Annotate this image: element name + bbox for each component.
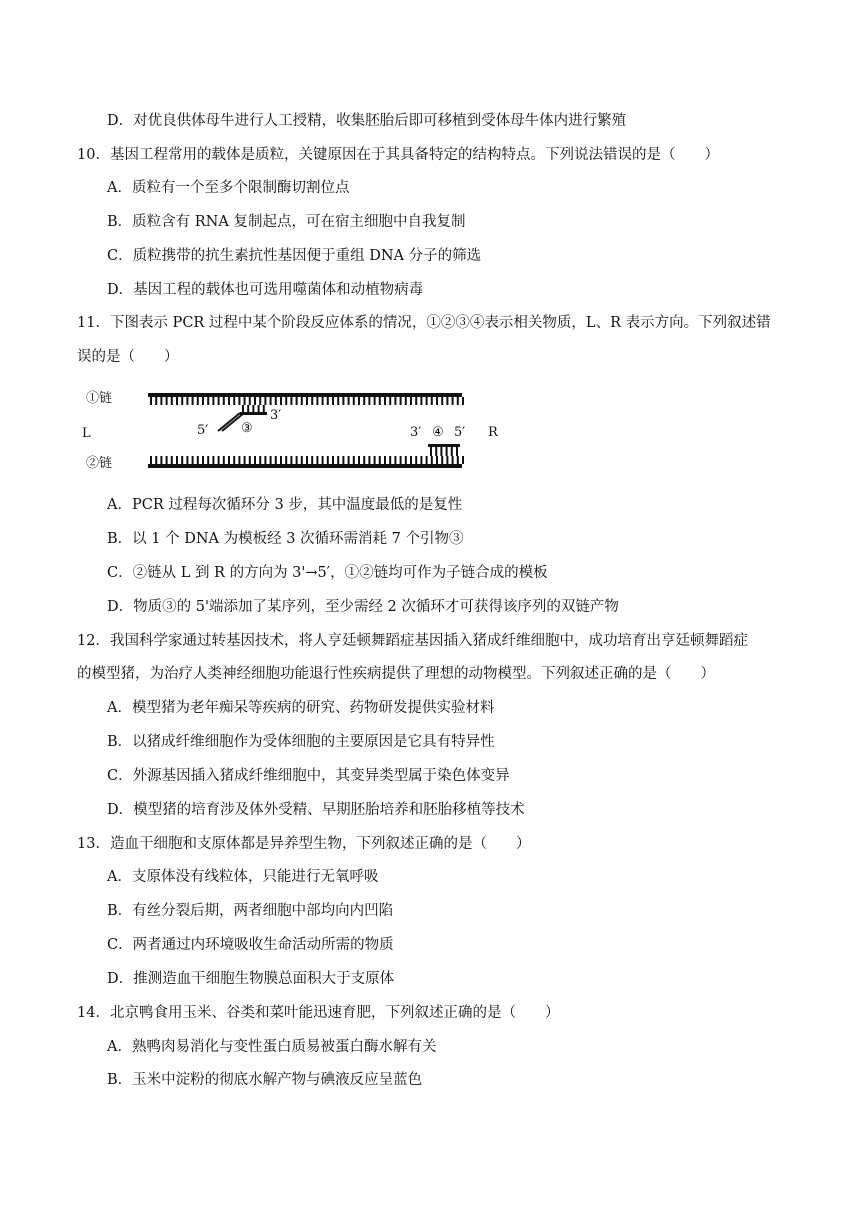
q12-option-a: A．模型猪为老年痴呆等疾病的研究、药物研发提供实验材料 [107,700,495,716]
chain2-base [441,456,443,464]
chain1-base [176,397,178,405]
chain2-backbone [148,464,462,468]
chain2-base [285,456,287,464]
chain1-base [462,397,464,405]
chain2-base [166,456,168,464]
primer3-5prime-label: 5′ [197,423,209,438]
chain1-strand [148,393,464,405]
q10-option-d: D．基因工程的载体也可选用噬菌体和动植物病毒 [107,282,424,298]
chain1-base [197,397,199,405]
chain1-base [405,397,407,405]
chain1-base [244,397,246,405]
chain2-base [186,456,188,464]
chain1-base [280,397,282,405]
q11-stem-line2: 误的是（ ） [77,349,179,365]
chain2-base [238,456,240,464]
primer4-base [456,447,458,456]
q12-option-d: D．模型猪的培育涉及体外受精、早期胚胎培养和胚胎移植等技术 [107,802,525,818]
chain2-base [426,456,428,464]
chain1-base [249,397,251,405]
chain1-base [337,397,339,405]
chain2-base [410,456,412,464]
primer3-base [247,405,249,412]
chain2-base [374,456,376,464]
chain1-base [212,397,214,405]
chain2-base [270,456,272,464]
chain2-base [436,456,438,464]
chain2-base [207,456,209,464]
chain2-base [290,456,292,464]
chain2-base [457,456,459,464]
primer4-3prime-label: 3′ [410,425,422,440]
chain2-base [244,456,246,464]
chain1-base [207,397,209,405]
chain2-base [301,456,303,464]
chain2-base [264,456,266,464]
chain2-base [431,456,433,464]
chain1-base [296,397,298,405]
q12-stem-line2: 的模型猪，为治疗人类神经细胞功能退行性疾病提供了理想的动物模型。下列叙述正确的是（ ） [77,666,715,682]
chain2-base [415,456,417,464]
chain1-base [311,397,313,405]
chain2-strand [148,456,464,468]
primer3-label: ③ [241,421,253,436]
chain1-base [150,397,152,405]
chain1-base [400,397,402,405]
chain2-base [389,456,391,464]
chain1-base [394,397,396,405]
chain1-base [358,397,360,405]
q12-option-c: C．外源基因插入猪成纤维细胞中，其变异类型属于染色体变异 [107,768,510,784]
chain2-base [462,456,464,464]
chain1-base [233,397,235,405]
chain2-base [296,456,298,464]
chain2-base [348,456,350,464]
chain1-base [160,397,162,405]
chain2-base [218,456,220,464]
q13-stem: 13．造血干细胞和支原体都是异养型生物，下列叙述正确的是（ ） [77,836,531,852]
primer3-base [242,405,244,412]
q14-option-b: B．玉米中淀粉的彻底水解产物与碘液反应呈蓝色 [107,1072,423,1088]
q11-option-a: A．PCR 过程每次循环分 3 步，其中温度最低的是复性 [107,497,463,513]
left-direction-label: L [82,426,91,441]
chain1-base [322,397,324,405]
chain1-backbone [148,393,462,397]
chain1-base [353,397,355,405]
chain1-base [186,397,188,405]
chain2-base [150,456,152,464]
chain2-base [233,456,235,464]
chain2-base [192,456,194,464]
chain1-base [316,397,318,405]
chain1-base [384,397,386,405]
chain2-base [176,456,178,464]
chain1-base [436,397,438,405]
chain2-base [420,456,422,464]
chain1-base [166,397,168,405]
pcr-diagram [80,385,500,477]
chain2-base [249,456,251,464]
chain2-base [181,456,183,464]
q11-option-b: B．以 1 个 DNA 为模板经 3 次循环需消耗 7 个引物③ [107,531,464,547]
chain2-base [259,456,261,464]
chain1-base [306,397,308,405]
primer4-label: ④ [432,425,444,440]
chain1-base [379,397,381,405]
chain1-base [332,397,334,405]
chain1-base [181,397,183,405]
q11-option-d: D．物质③的 5'端添加了某序列，至少需经 2 次循环才可获得该序列的双链产物 [107,599,619,615]
q10-option-c: C．质粒携带的抗生素抗性基因便于重组 DNA 分子的筛选 [107,248,482,264]
chain1-base [202,397,204,405]
chain1-base [275,397,277,405]
chain2-base [311,456,313,464]
chain2-base [228,456,230,464]
chain2-base [327,456,329,464]
chain1-base [228,397,230,405]
chain2-base [155,456,157,464]
chain2-base [400,456,402,464]
q10-stem: 10．基因工程常用的载体是质粒，关键原因在于其具备特定的结构特点。下列说法错误的是（ ） [77,147,719,163]
chain1-base [348,397,350,405]
chain1-base [238,397,240,405]
chain1-base [363,397,365,405]
chain1-base [254,397,256,405]
q13-option-b: B．有丝分裂后期，两者细胞中部均向内凹陷 [107,903,394,919]
chain2-base [223,456,225,464]
chain2-base [394,456,396,464]
chain2-base [452,456,454,464]
chain2-base [322,456,324,464]
primer3-tail [218,413,240,431]
primer3-base [263,405,265,412]
q14-stem: 14．北京鸭食用玉米、谷类和菜叶能迅速育肥，下列叙述正确的是（ ） [77,1005,560,1021]
chain2-base [280,456,282,464]
chain1-base [446,397,448,405]
chain1-base [155,397,157,405]
q11-option-c: C．②链从 L 到 R 的方向为 3'→5′，①②链均可作为子链合成的模板 [107,565,548,581]
chain2-base [212,456,214,464]
primer4-base [440,447,442,456]
chain1-base [431,397,433,405]
q11-stem-line1: 11．下图表示 PCR 过程中某个阶段反应体系的情况，①②③④表示相关物质，L、R 表示方向。下列叙述错 [77,315,771,331]
chain2-base [342,456,344,464]
chain1-base [327,397,329,405]
chain1-base [259,397,261,405]
chain1-base [290,397,292,405]
chain1-base [441,397,443,405]
chain1-base [389,397,391,405]
chain1-base [368,397,370,405]
q14-option-a: A．熟鸭肉易消化与变性蛋白质易被蛋白酶水解有关 [107,1039,437,1055]
chain2-label: ②链 [86,456,113,471]
chain1-base [415,397,417,405]
chain2-base [254,456,256,464]
primer4-backbone [428,444,460,447]
chain1-base [285,397,287,405]
chain2-base [160,456,162,464]
chain1-base [171,397,173,405]
q12-stem-line1: 12．我国科学家通过转基因技术，将人亨廷顿舞蹈症基因插入猪成纤维细胞中，成功培育出亨廷顿舞蹈症 [77,633,748,649]
q10-option-a: A．质粒有一个至多个限制酶切割位点 [107,180,350,196]
chain1-label: ①链 [86,391,113,406]
primer3-3prime-label: 3′ [270,408,282,423]
primer4-base [446,447,448,456]
q13-option-c: C．两者通过内环境吸收生命活动所需的物质 [107,937,394,953]
chain2-base [368,456,370,464]
chain1-base [410,397,412,405]
primer3-base [252,405,254,412]
chain1-base [223,397,225,405]
chain1-base [270,397,272,405]
chain1-base [452,397,454,405]
chain1-base [420,397,422,405]
primer4-base [430,447,432,456]
chain2-base [202,456,204,464]
chain2-base [379,456,381,464]
chain2-base [384,456,386,464]
chain2-base [446,456,448,464]
primer4-base [435,447,437,456]
chain1-base [192,397,194,405]
right-direction-label: R [488,425,498,440]
chain2-base [171,456,173,464]
primer-4 [428,444,460,456]
chain2-base [332,456,334,464]
q10-option-b: B．质粒含有 RNA 复制起点，可在宿主细胞中自我复制 [107,214,466,230]
chain2-base [363,456,365,464]
chain2-base [316,456,318,464]
q12-option-b: B．以猪成纤维细胞作为受体细胞的主要原因是它具有特异性 [107,734,495,750]
chain2-base [405,456,407,464]
q9-option-d: D．对优良供体母牛进行人工授精，收集胚胎后即可移植到受体母牛体内进行繁殖 [107,113,627,129]
chain1-base [426,397,428,405]
chain2-base [197,456,199,464]
chain1-base [342,397,344,405]
q13-option-d: D．推测造血干细胞生物膜总面积大于支原体 [107,971,395,987]
primer3-base [258,405,260,412]
chain1-base [218,397,220,405]
chain1-base [301,397,303,405]
chain2-base [358,456,360,464]
chain2-base [275,456,277,464]
chain2-base [306,456,308,464]
primer4-base [451,447,453,456]
chain1-base [457,397,459,405]
chain1-base [264,397,266,405]
chain2-base [353,456,355,464]
primer4-5prime-label: 5′ [454,425,466,440]
chain2-base [337,456,339,464]
q13-option-a: A．支原体没有线粒体，只能进行无氧呼吸 [107,869,379,885]
chain1-base [374,397,376,405]
